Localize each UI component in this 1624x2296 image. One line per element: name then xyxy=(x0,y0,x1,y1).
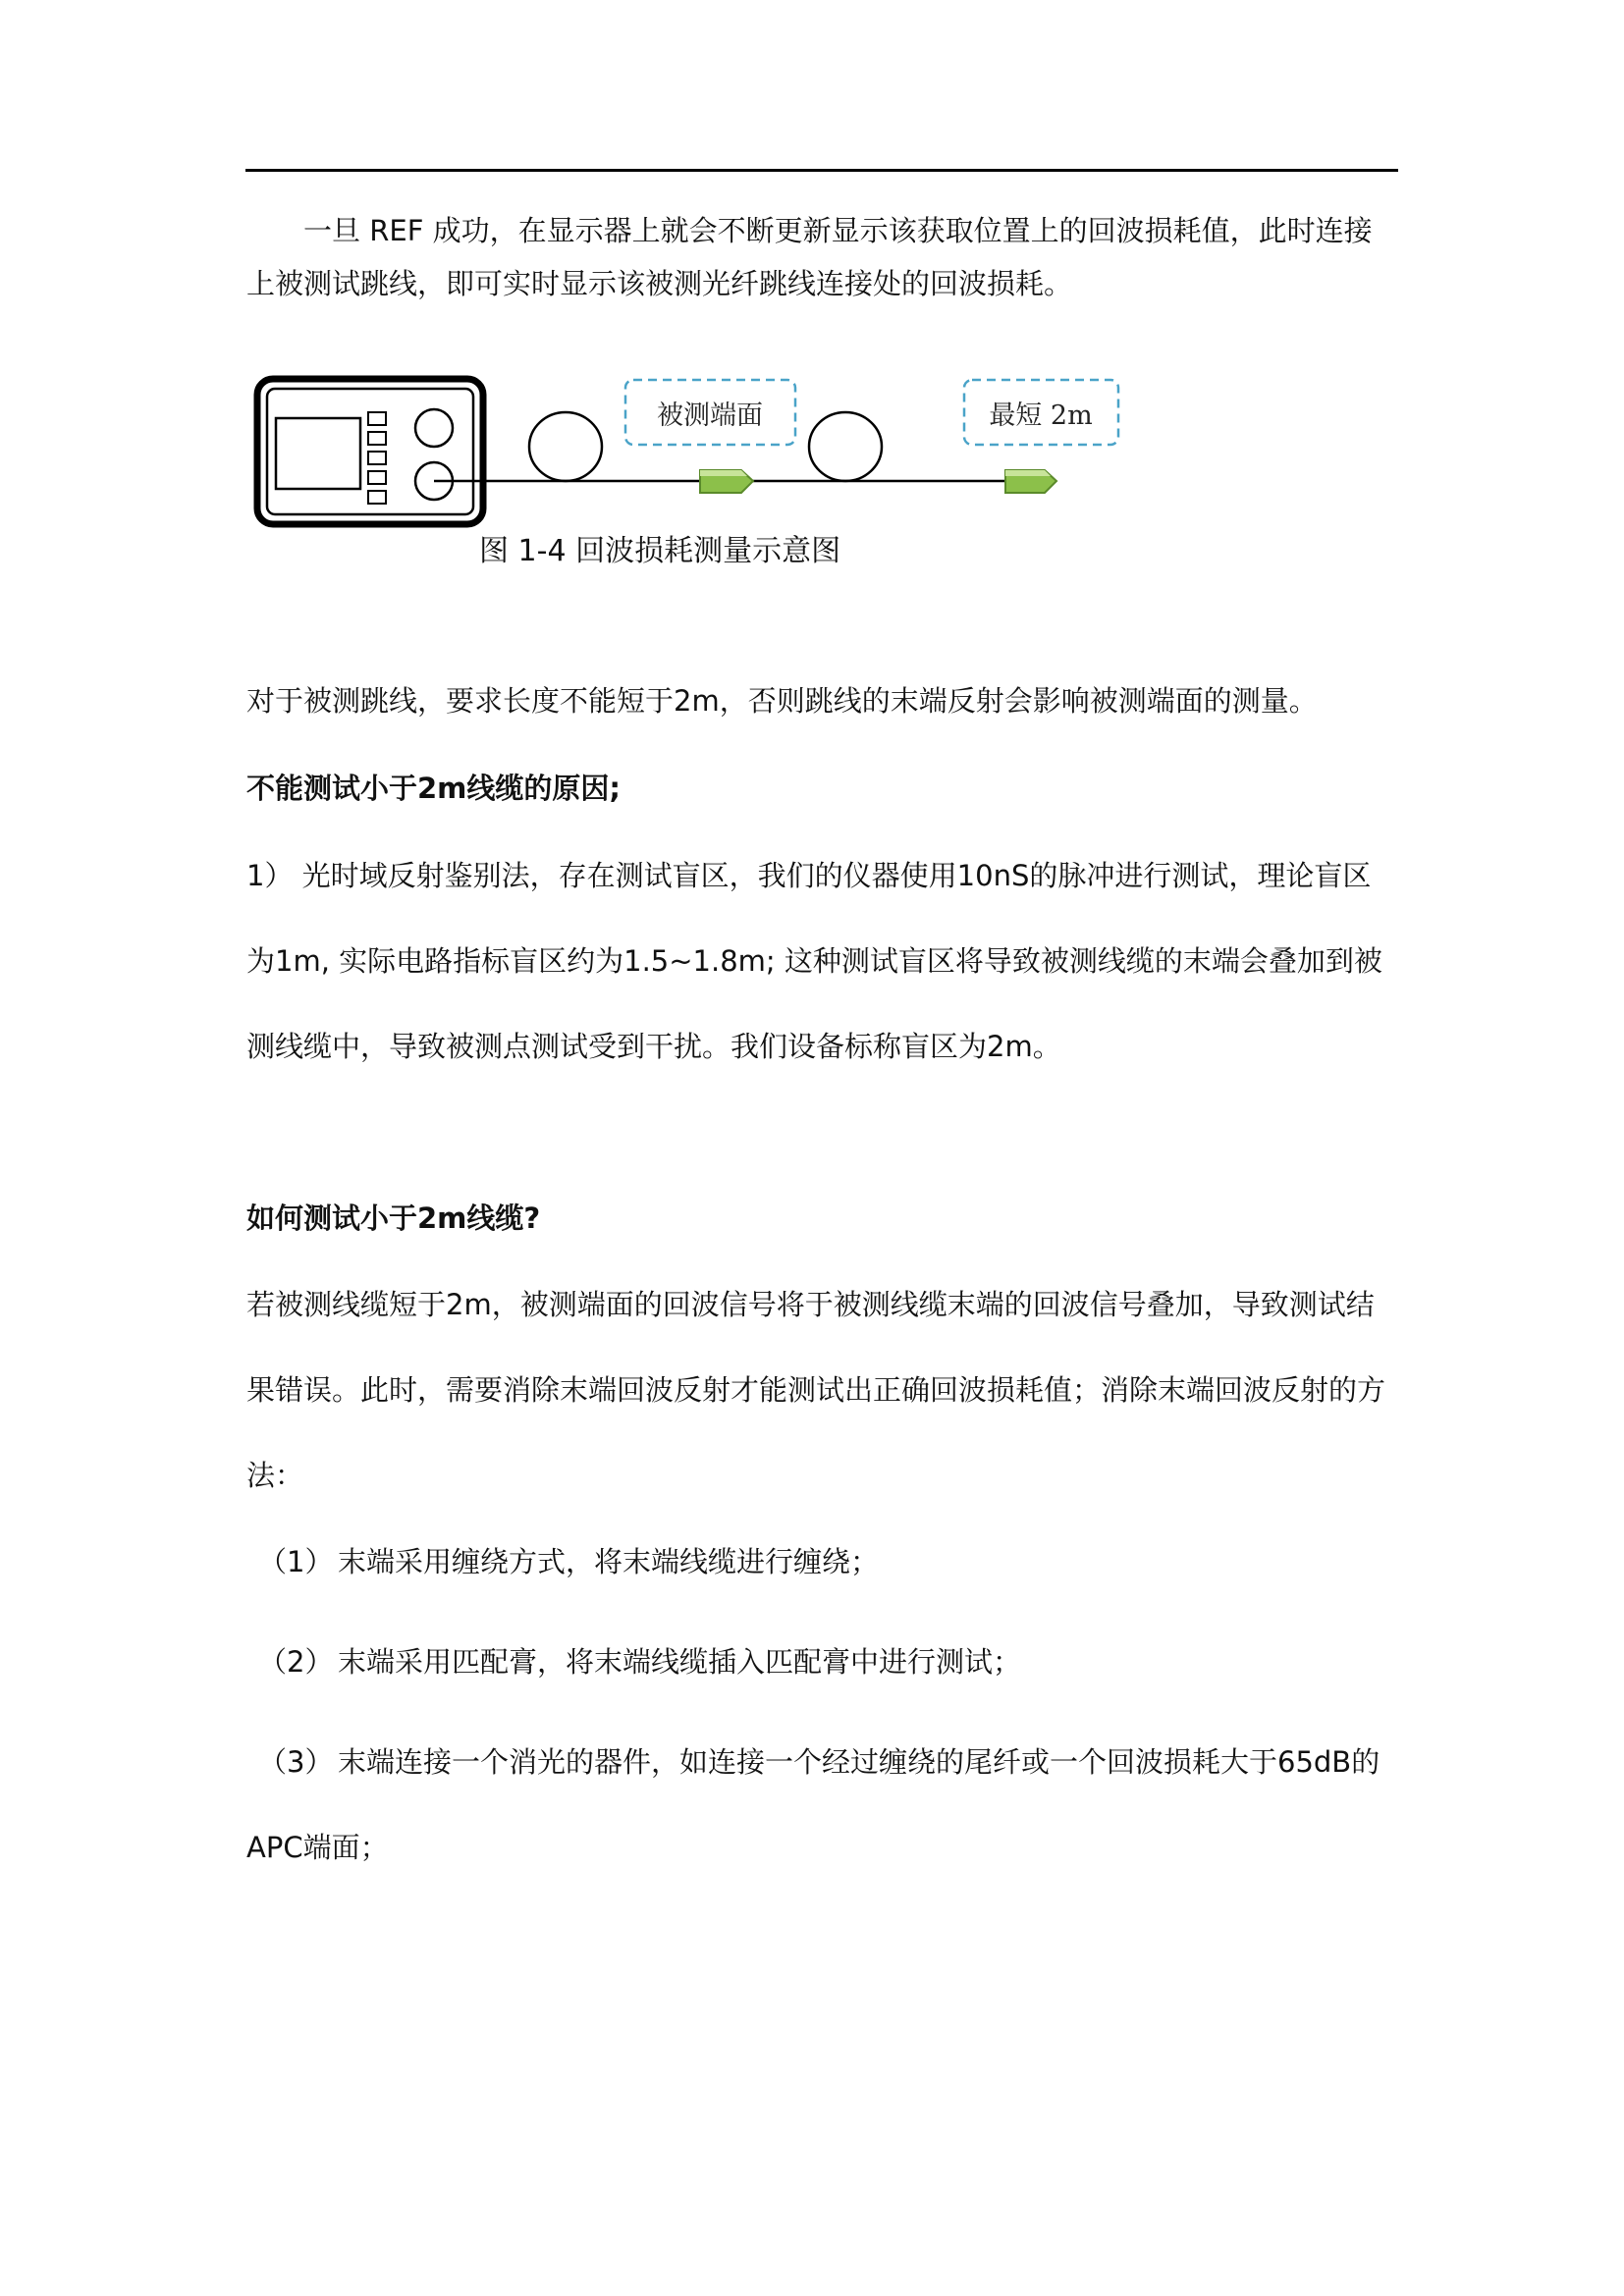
end-face-label: 被测端面 xyxy=(657,400,763,431)
method-item xyxy=(258,1542,879,1581)
instrument-icon xyxy=(257,379,483,524)
return-loss-diagram xyxy=(0,0,1624,550)
section1-line: 为1m, 实际电路指标盲区约为1.5~1.8m; 这种测试盲区将导致被测线缆的末端会叠加到被 xyxy=(246,944,1382,978)
method-item-number: （2） xyxy=(258,1645,334,1679)
method-item-text: 末端采用匹配膏，将末端线缆插入匹配膏中进行测试； xyxy=(338,1645,1022,1679)
section1-line: 测线缆中，导致被测点测试受到干扰。我们设备标称盲区为2m。 xyxy=(246,1030,1061,1063)
method-item xyxy=(258,1742,1380,1782)
section2-line: 果错误。此时，需要消除末端回波反射才能测试出正确回波损耗值；消除末端回波反射的方 xyxy=(246,1373,1386,1407)
section1-heading: 不能测试小于2m线缆的原因; xyxy=(246,772,621,805)
method-item-number: （1） xyxy=(258,1545,334,1578)
method-item-number: （3） xyxy=(258,1745,334,1779)
section2-line: 法： xyxy=(246,1459,304,1492)
intro-paragraph: 一旦 REF 成功，在显示器上就会不断更新显示该获取位置上的回波损耗值，此时连接上被测试跳线，即可实时显示该被测光纤跳线连接处的回波损耗。 xyxy=(246,214,1373,300)
method-item-text: 末端采用缠绕方式，将末端线缆进行缠绕； xyxy=(338,1545,880,1578)
fiber-coil-icon xyxy=(529,412,602,481)
fiber-coil-icon xyxy=(809,412,882,481)
method-item-continuation: APC端面； xyxy=(246,1831,389,1864)
connector-icon xyxy=(700,470,753,493)
section1-line: 1） 光时域反射鉴别法，存在测试盲区，我们的仪器使用10nS的脉冲进行测试，理论盲区 xyxy=(246,859,1372,892)
method-item xyxy=(258,1642,1021,1682)
figure-caption: 图 1-4 回波损耗测量示意图 xyxy=(479,534,841,568)
screen-icon xyxy=(276,418,360,489)
connector-icon xyxy=(1005,470,1056,493)
section2-line: 若被测线缆短于2m，被测端面的回波信号将于被测线缆末端的回波信号叠加，导致测试结 xyxy=(246,1288,1375,1321)
requirement-paragraph: 对于被测跳线，要求长度不能短于2m，否则跳线的末端反射会影响被测端面的测量。 xyxy=(246,684,1318,718)
section2-heading: 如何测试小于2m线缆? xyxy=(246,1201,541,1235)
method-item-text: 末端连接一个消光的器件，如连接一个经过缠绕的尾纤或一个回波损耗大于65dB的 xyxy=(338,1745,1380,1779)
min-length-label: 最短 2m xyxy=(989,400,1093,431)
